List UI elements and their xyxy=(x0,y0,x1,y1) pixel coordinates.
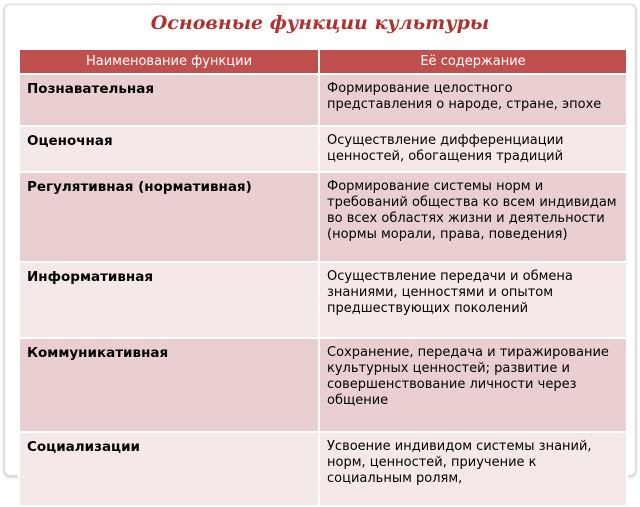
function-name: Оценочная xyxy=(19,126,319,172)
function-name: Познавательная xyxy=(19,74,319,126)
table-row xyxy=(19,126,627,172)
header-function-name: Наименование функции xyxy=(19,49,319,74)
table-row xyxy=(19,172,627,262)
table-row xyxy=(19,262,627,338)
function-name: Информативная xyxy=(19,262,319,338)
slide-title: Основные функции культуры xyxy=(150,12,490,34)
functions-table xyxy=(18,48,628,507)
function-content: Сохранение, передача и тиражирование культурных ценностей; развитие и совершенствование личности через общение xyxy=(319,338,627,432)
table-header-row xyxy=(19,49,627,74)
function-content: Осуществление передачи и обмена знаниями, ценностями и опытом предшествующих поколений xyxy=(319,262,627,338)
table-row xyxy=(19,74,627,126)
table-row xyxy=(19,432,627,506)
header-function-content: Её содержание xyxy=(319,49,627,74)
function-name: Регулятивная (нормативная) xyxy=(19,172,319,262)
function-content: Усвоение индивидом системы знаний, норм, ценностей, приучение к социальным ролям, xyxy=(319,432,627,506)
table-row xyxy=(19,338,627,432)
function-name: Коммуникативная xyxy=(19,338,319,432)
function-name: Социализации xyxy=(19,432,319,506)
function-content: Формирование системы норм и требований общества ко всем индивидам во всех областях жизни и деятельности (нормы морали, права, поведения) xyxy=(319,172,627,262)
function-content: Формирование целостного представления о народе, стране, эпохе xyxy=(319,74,627,126)
function-content: Осуществление дифференциации ценностей, обогащения традиций xyxy=(319,126,627,172)
